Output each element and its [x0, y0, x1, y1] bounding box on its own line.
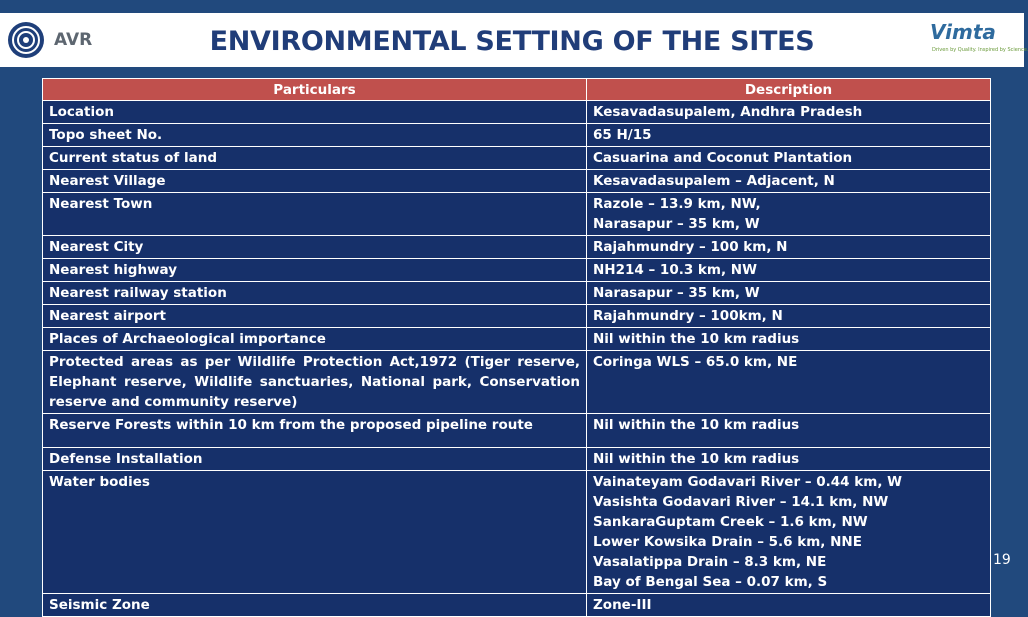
table-row	[43, 471, 991, 594]
particular-cell: Current status of land	[43, 147, 587, 170]
table-row	[43, 448, 991, 471]
column-header-particulars: Particulars	[43, 79, 587, 101]
description-cell	[587, 414, 991, 448]
description-line: Casuarina and Coconut Plantation	[593, 150, 853, 166]
description-line: Narasapur – 35 km, W	[593, 285, 760, 301]
table-row	[43, 594, 991, 617]
description-line: Vasishta Godavari River – 14.1 km, NW	[593, 494, 889, 510]
vimta-logo-tagline: Driven by Quality. Inspired by Science.	[932, 47, 1028, 53]
particular-cell: Location	[43, 101, 587, 124]
table-row	[43, 236, 991, 259]
description-cell	[587, 305, 991, 328]
description-cell	[587, 170, 991, 193]
description-line: Bay of Bengal Sea – 0.07 km, S	[593, 574, 828, 590]
environment-table	[42, 78, 991, 617]
particular-cell: Topo sheet No.	[43, 124, 587, 147]
table-row	[43, 328, 991, 351]
description-cell	[587, 448, 991, 471]
description-cell	[587, 236, 991, 259]
description-line: Razole – 13.9 km, NW,	[593, 196, 761, 212]
particular-cell: Nearest Town	[43, 193, 587, 236]
description-cell	[587, 328, 991, 351]
description-line: NH214 – 10.3 km, NW	[593, 262, 757, 278]
description-cell	[587, 594, 991, 617]
particular-cell: Nearest City	[43, 236, 587, 259]
description-cell	[587, 193, 991, 236]
description-line: Vainateyam Godavari River – 0.44 km, W	[593, 474, 903, 490]
description-line: 65 H/15	[593, 127, 652, 143]
avr-logo-text: AVR	[54, 30, 93, 50]
description-line: Coringa WLS – 65.0 km, NE	[593, 354, 798, 370]
table-row	[43, 124, 991, 147]
description-cell	[587, 124, 991, 147]
description-cell	[587, 471, 991, 594]
column-header-description: Description	[587, 79, 991, 101]
table-row	[43, 170, 991, 193]
description-line: Rajahmundry – 100 km, N	[593, 239, 788, 255]
description-cell	[587, 351, 991, 414]
table-row	[43, 147, 991, 170]
table-row	[43, 101, 991, 124]
description-line: Zone-III	[593, 597, 652, 613]
environment-table-container	[42, 78, 990, 613]
particular-cell: Seismic Zone	[43, 594, 587, 617]
table-body	[43, 101, 991, 617]
particular-cell: Protected areas as per Wildlife Protection Act,1972 (Tiger reserve, Elephant reserve, Wildlife sanctuaries, National park, Conservation reserve and community reserve)	[43, 351, 587, 414]
table-header-row	[43, 79, 991, 101]
description-cell	[587, 259, 991, 282]
table-row	[43, 282, 991, 305]
vimta-logo	[930, 20, 1028, 62]
particular-cell: Reserve Forests within 10 km from the proposed pipeline route	[43, 414, 587, 448]
description-cell	[587, 282, 991, 305]
table-row	[43, 414, 991, 448]
description-line: Rajahmundry – 100km, N	[593, 308, 783, 324]
particular-cell: Places of Archaeological importance	[43, 328, 587, 351]
particular-cell: Nearest airport	[43, 305, 587, 328]
particular-cell: Nearest highway	[43, 259, 587, 282]
table-row	[43, 259, 991, 282]
particular-cell: Nearest Village	[43, 170, 587, 193]
description-line: Kesavadasupalem – Adjacent, N	[593, 173, 835, 189]
header-bar	[0, 13, 1028, 67]
table-row	[43, 351, 991, 414]
description-line: Vasalatippa Drain – 8.3 km, NE	[593, 554, 827, 570]
particular-cell: Defense Installation	[43, 448, 587, 471]
particular-cell: Nearest railway station	[43, 282, 587, 305]
description-line: Narasapur – 35 km, W	[593, 216, 760, 232]
table-row	[43, 193, 991, 236]
description-cell	[587, 101, 991, 124]
page-number: 19	[993, 552, 1011, 568]
description-line: SankaraGuptam Creek – 1.6 km, NW	[593, 514, 868, 530]
description-line: Lower Kowsika Drain – 5.6 km, NNE	[593, 534, 862, 550]
description-cell	[587, 147, 991, 170]
description-line: Nil within the 10 km radius	[593, 417, 800, 433]
table-row	[43, 305, 991, 328]
vimta-logo-text: Vimta	[930, 20, 996, 44]
page-title: ENVIRONMENTAL SETTING OF THE SITES	[209, 26, 815, 57]
description-line: Nil within the 10 km radius	[593, 451, 800, 467]
particular-cell: Water bodies	[43, 471, 587, 594]
description-line: Nil within the 10 km radius	[593, 331, 800, 347]
description-line: Kesavadasupalem, Andhra Pradesh	[593, 104, 863, 120]
